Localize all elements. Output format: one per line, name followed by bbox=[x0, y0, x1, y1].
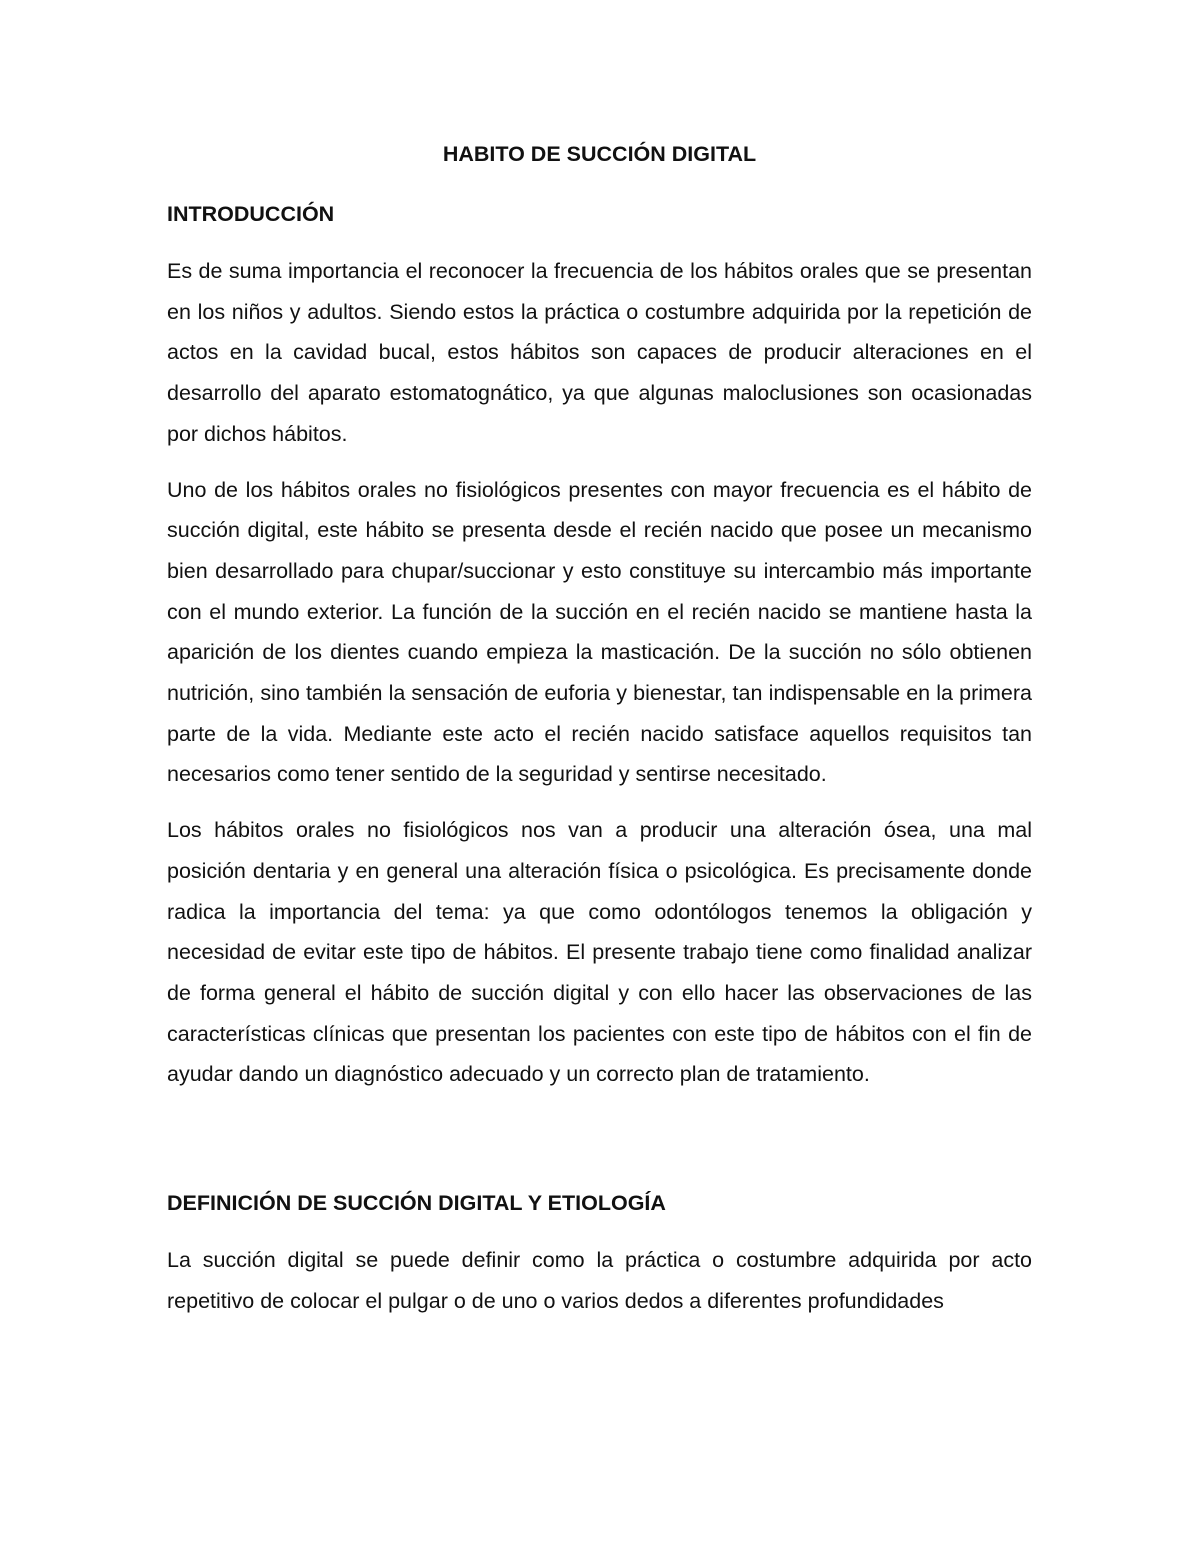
paragraph: Es de suma importancia el reconocer la frecuencia de los hábitos orales que se presentan en los niños y adultos. Siendo estos la práctica o costumbre adquirida por la repetición de actos en la cavidad bucal, estos hábitos son capaces de producir alteraciones en el desarrollo del aparato estomatognático, ya que algunas maloclusiones son ocasionadas por dichos hábitos. bbox=[167, 259, 1032, 446]
paragraph: Los hábitos orales no fisiológicos nos van a producir una alteración ósea, una mal posición dentaria y en general una alteración física o psicológica. Es precisamente donde radica la importancia del tema: ya que como odontólogos tenemos la obligación y necesidad de evitar este tipo de hábitos. El presente trabajo tiene como finalidad analizar de forma general el hábito de succión digital y con ello hacer las observaciones de las características clínicas que presentan los pacientes con este tipo de hábitos con el fin de ayudar dando un diagnóstico adecuado y un correcto plan de tratamiento. bbox=[167, 818, 1032, 1087]
document-title: HABITO DE SUCCIÓN DIGITAL bbox=[442, 142, 757, 166]
paragraph: Uno de los hábitos orales no fisiológicos presentes con mayor frecuencia es el hábito de succión digital, este hábito se presenta desde el recién nacido que posee un mecanismo bien desarrollado para chupar/succionar y esto constituye su intercambio más importante con el mundo exterior. La función de la succión en el recién nacido se mantiene hasta la aparición de los dientes cuando empieza la masticación. De la succión no sólo obtienen nutrición, sino también la sensación de euforia y bienestar, tan indispensable en la primera parte de la vida. Mediante este acto el recién nacido satisface aquellos requisitos tan necesarios como tener sentido de la seguridad y sentirse necesitado. bbox=[167, 477, 1032, 787]
section-heading-definicion: DEFINICIÓN DE SUCCIÓN DIGITAL Y ETIOLOGÍA bbox=[167, 1191, 666, 1216]
paragraph: La succión digital se puede definir como la práctica o costumbre adquirida por acto repetitivo de colocar el pulgar o de uno o varios dedos a diferentes profundidades bbox=[167, 1248, 1032, 1313]
document-body bbox=[167, 138, 1032, 1321]
section-heading-introduccion: INTRODUCCIÓN bbox=[167, 202, 335, 226]
